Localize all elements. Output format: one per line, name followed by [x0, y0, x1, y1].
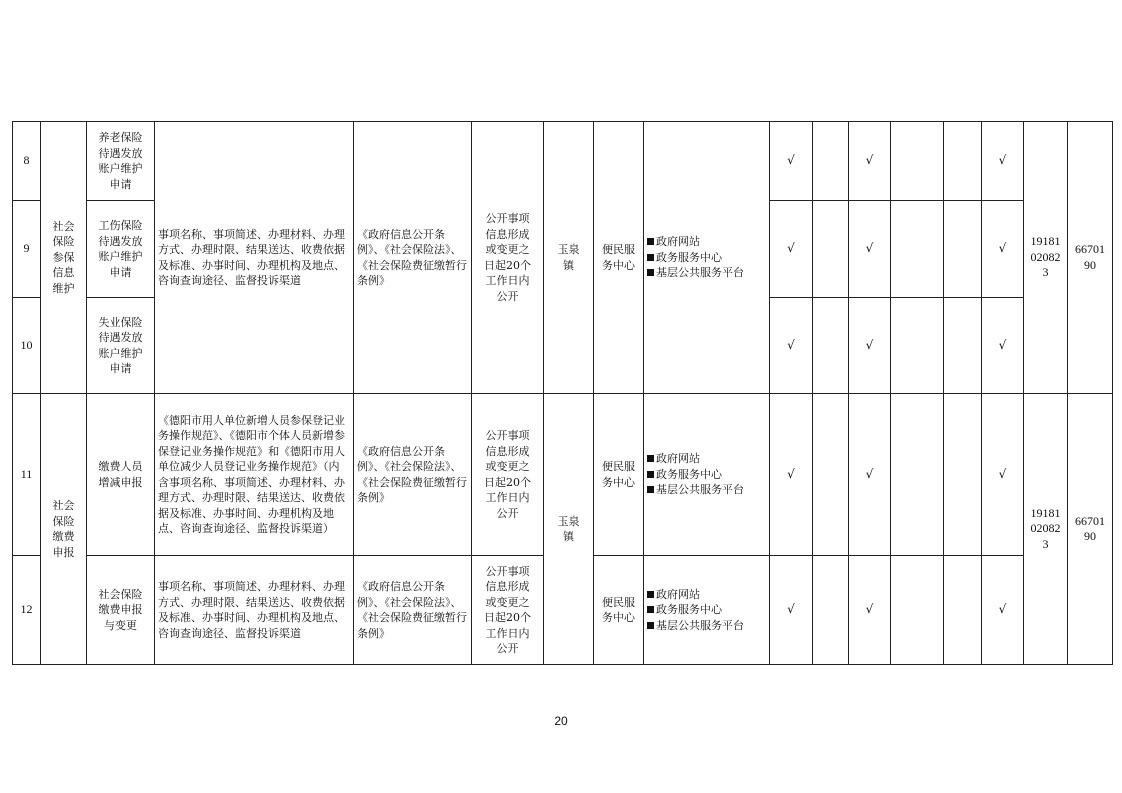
check-mark: √	[849, 556, 891, 665]
disclosure-channel: 便民服 务中心	[594, 556, 644, 665]
row-number: 10	[13, 298, 41, 394]
check-mark: √	[982, 201, 1024, 298]
carrier-item: 基层公共服务平台	[647, 482, 766, 498]
table-row	[13, 394, 1113, 556]
check-mark: √	[982, 556, 1024, 665]
check-mark: √	[770, 394, 813, 556]
check-mark: √	[849, 298, 891, 394]
check-mark: √	[770, 201, 813, 298]
item-name: 缴费人员 增减申报	[87, 394, 155, 556]
item-name: 社会保险 缴费申报 与变更	[87, 556, 155, 665]
contact-phone-2: 66701 90	[1068, 122, 1113, 394]
disclosure-basis: 《政府信息公开条例》、《社会保险法》、《社会保险费征缴暂行条例》	[354, 556, 472, 665]
disclosure-subject: 玉泉 镇	[544, 394, 594, 665]
row-number: 11	[13, 394, 41, 556]
contact-phone-2: 66701 90	[1068, 394, 1113, 665]
square-bullet-icon	[647, 269, 654, 276]
row-number: 12	[13, 556, 41, 665]
disclosure-time-limit: 公开事项 信息形成 或变更之 日起20个 工作日内 公开	[472, 394, 544, 556]
square-bullet-icon	[647, 455, 654, 462]
square-bullet-icon	[647, 471, 654, 478]
disclosure-subject: 玉泉 镇	[544, 122, 594, 394]
item-name: 失业保险 待遇发放 账户维护 申请	[87, 298, 155, 394]
item-name: 工伤保险 待遇发放 账户维护 申请	[87, 201, 155, 298]
disclosure-basis: 《政府信息公开条例》、《社会保险法》、《社会保险费征缴暂行条例》	[354, 394, 472, 556]
square-bullet-icon	[647, 622, 654, 629]
check-mark: √	[982, 394, 1024, 556]
contact-phone: 19181 02082 3	[1024, 394, 1068, 665]
disclosure-content: 事项名称、事项简述、办理材料、办理方式、办理时限、结果送达、收费依据及标准、办事时间、办理机构及地点、咨询查询途径、监督投诉渠道	[155, 556, 354, 665]
carrier-list	[644, 122, 770, 394]
carrier-item: 政务服务中心	[647, 602, 766, 618]
item-name: 养老保险 待遇发放 账户维护 申请	[87, 122, 155, 201]
disclosure-channel: 便民服 务中心	[594, 394, 644, 556]
carrier-item: 政府网站	[647, 587, 766, 603]
square-bullet-icon	[647, 486, 654, 493]
check-mark: √	[982, 122, 1024, 201]
disclosure-table	[12, 121, 1113, 665]
carrier-list	[644, 394, 770, 556]
row-number: 9	[13, 201, 41, 298]
table-row	[13, 122, 1113, 201]
disclosure-time-limit: 公开事项 信息形成 或变更之 日起20个 工作日内 公开	[472, 122, 544, 394]
carrier-item: 政府网站	[647, 451, 766, 467]
check-mark: √	[770, 556, 813, 665]
row-number: 8	[13, 122, 41, 201]
carrier-item: 基层公共服务平台	[647, 618, 766, 634]
check-mark: √	[770, 122, 813, 201]
check-mark: √	[770, 298, 813, 394]
page-number: 20	[554, 714, 568, 728]
square-bullet-icon	[647, 606, 654, 613]
category-cell: 社会 保险 缴费 申报	[41, 394, 87, 665]
category-cell: 社会 保险 参保 信息 维护	[41, 122, 87, 394]
check-mark: √	[982, 298, 1024, 394]
check-mark: √	[849, 201, 891, 298]
carrier-item: 政府网站	[647, 234, 766, 250]
carrier-list	[644, 556, 770, 665]
square-bullet-icon	[647, 591, 654, 598]
disclosure-content: 事项名称、事项简述、办理材料、办理方式、办理时限、结果送达、收费依据及标准、办事时间、办理机构及地点、咨询查询途径、监督投诉渠道	[155, 122, 354, 394]
disclosure-time-limit: 公开事项 信息形成 或变更之 日起20个 工作日内 公开	[472, 556, 544, 665]
check-mark: √	[849, 122, 891, 201]
square-bullet-icon	[647, 254, 654, 261]
carrier-item: 基层公共服务平台	[647, 265, 766, 281]
carrier-item: 政务服务中心	[647, 250, 766, 266]
check-mark: √	[849, 394, 891, 556]
contact-phone: 19181 02082 3	[1024, 122, 1068, 394]
disclosure-basis: 《政府信息公开条例》、《社会保险法》、《社会保险费征缴暂行条例》	[354, 122, 472, 394]
disclosure-content: 《德阳市用人单位新增人员参保登记业务操作规范》、《德阳市个体人员新增参保登记业务操作规范》和《德阳市用人单位减少人员登记业务操作规范》（内含事项名称、事项简述、办理材料、办理方式、办理时限、结果送达、收费依据及标准、办事时间、办理机构及地点、咨询查询途径、监督投诉渠道）	[155, 394, 354, 556]
carrier-item: 政务服务中心	[647, 467, 766, 483]
disclosure-channel: 便民服 务中心	[594, 122, 644, 394]
square-bullet-icon	[647, 238, 654, 245]
